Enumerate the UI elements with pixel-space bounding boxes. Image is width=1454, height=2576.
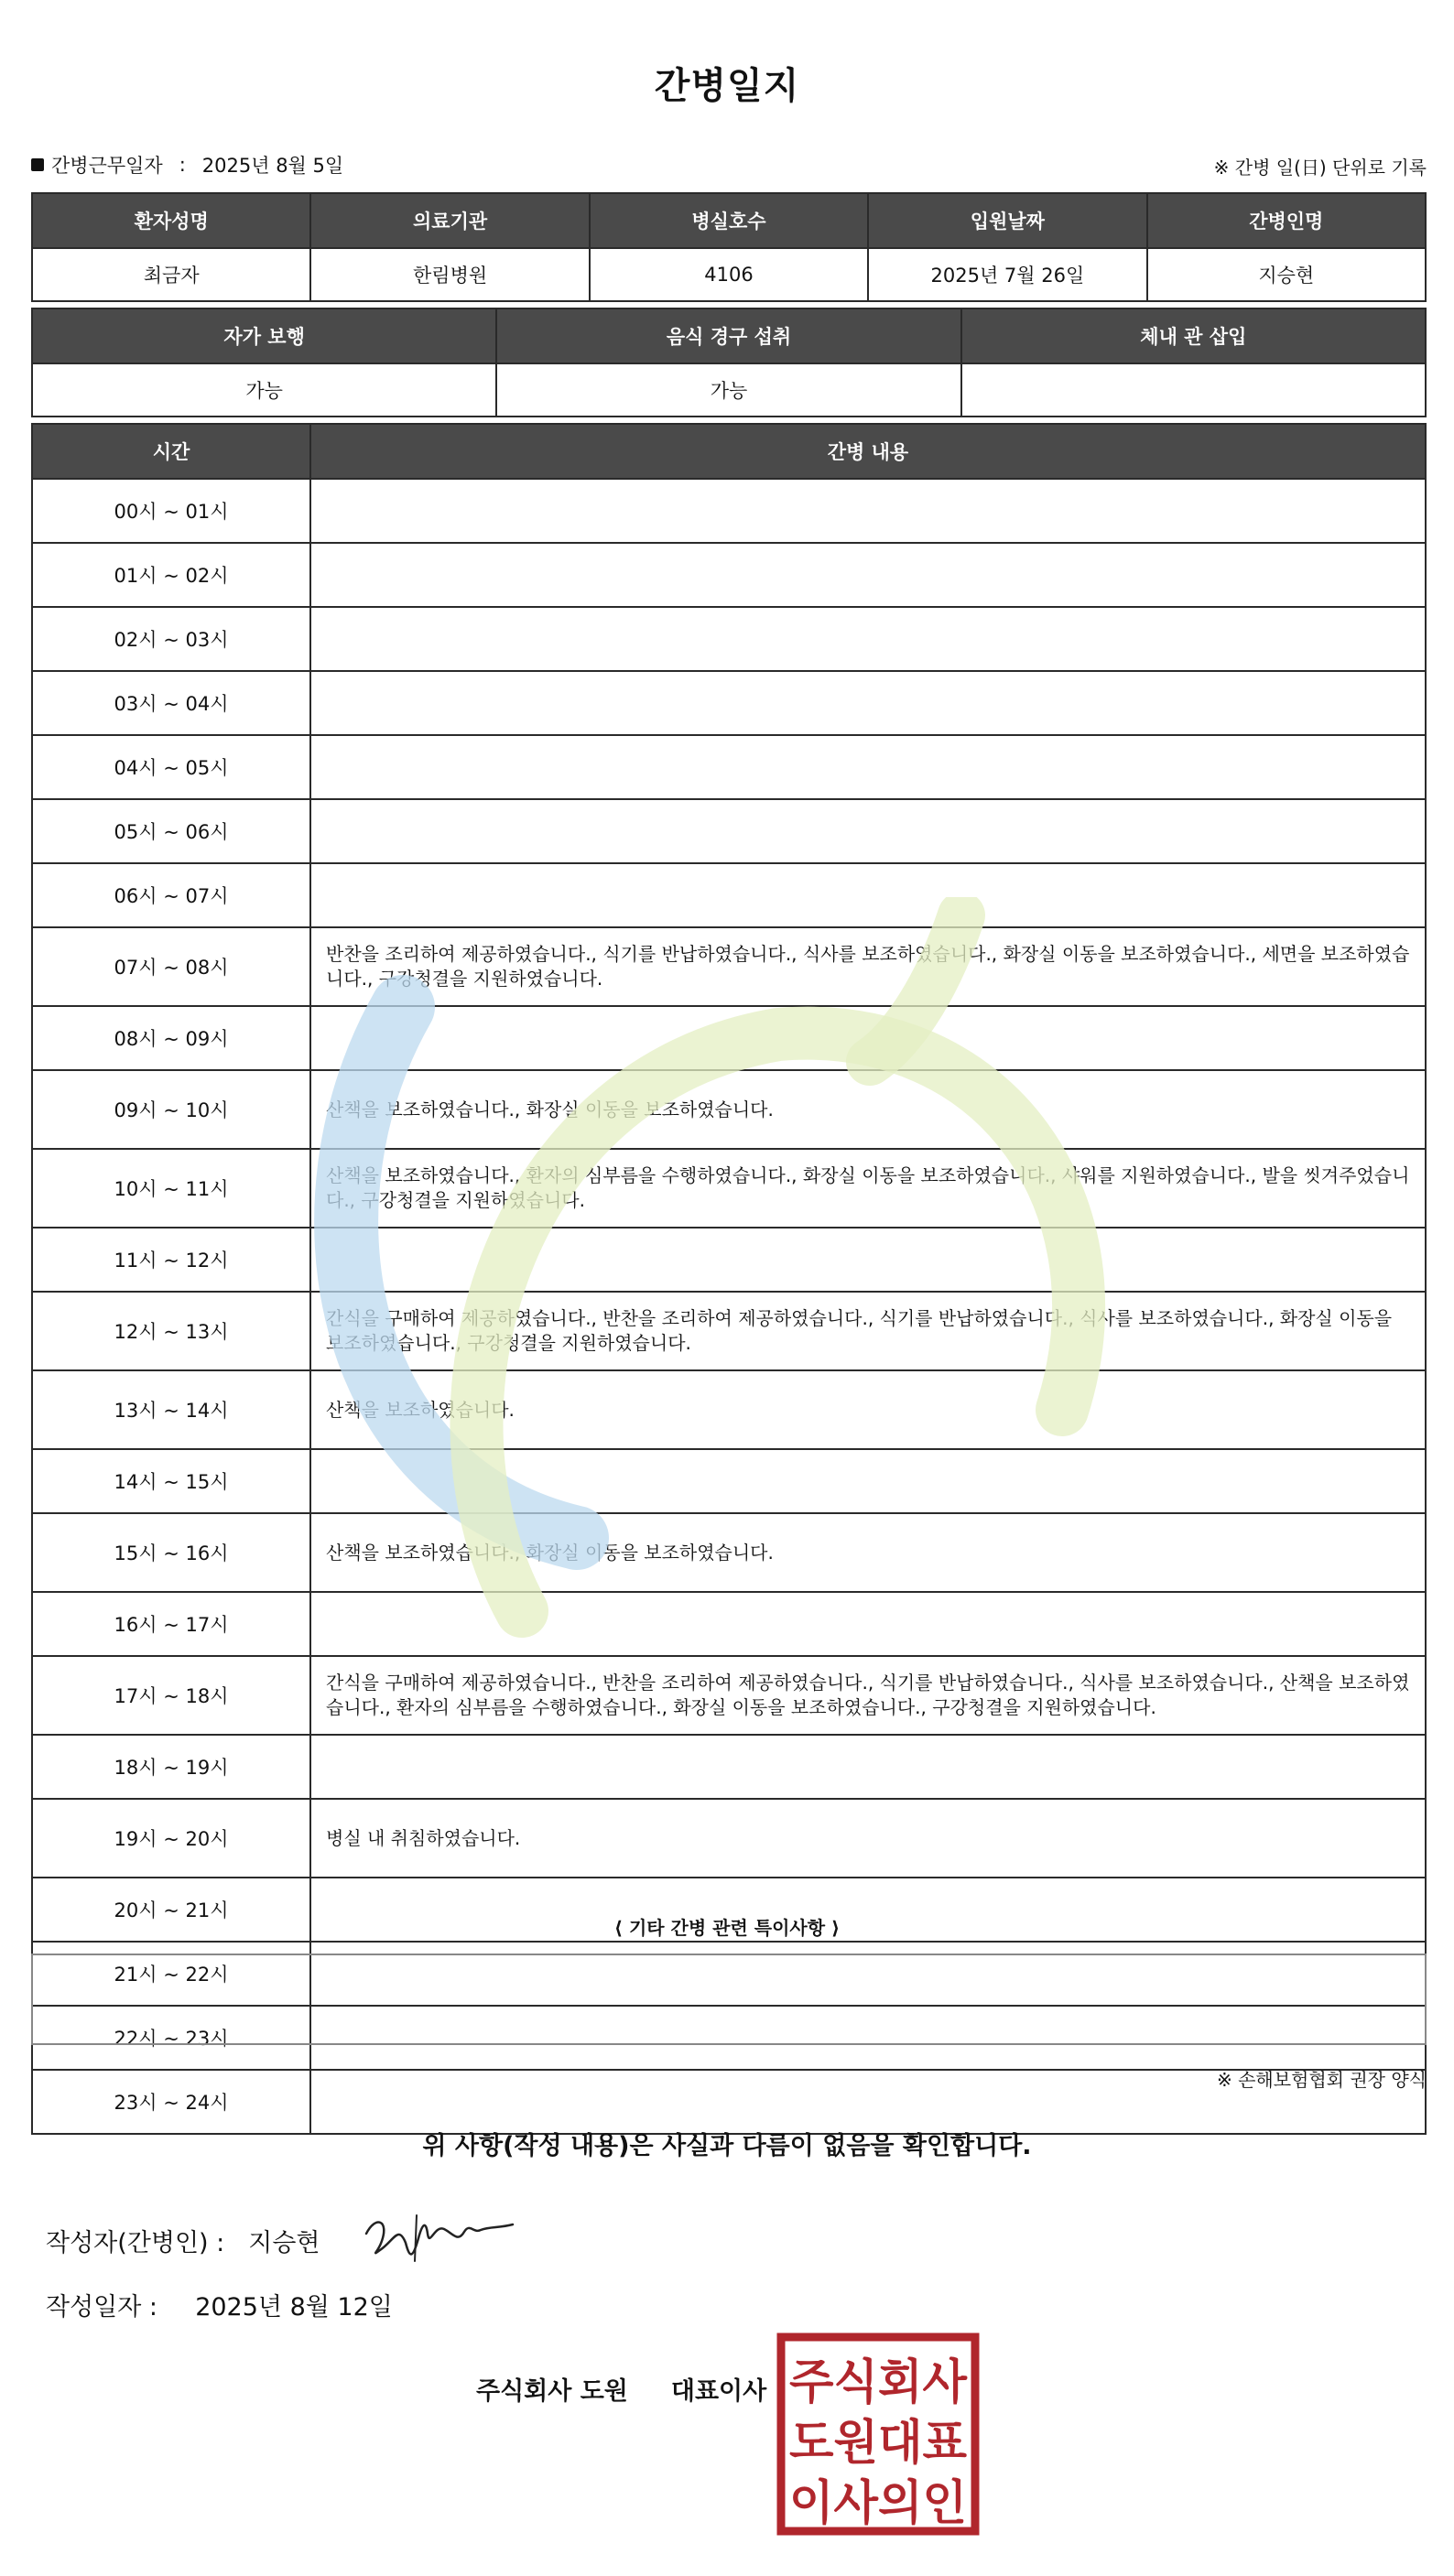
hour-time: 11시 ~ 12시 xyxy=(32,1228,310,1292)
hour-time: 14시 ~ 15시 xyxy=(32,1449,310,1513)
seal-text-line: 이사의인 xyxy=(789,2476,967,2531)
header-tube-insertion: 체내 관 삽입 xyxy=(961,308,1426,363)
hour-time: 07시 ~ 08시 xyxy=(32,927,310,1006)
hour-care-content: 산책을 보조하였습니다. xyxy=(310,1370,1426,1449)
hour-row xyxy=(32,799,1426,863)
form-source-note: ※ 손해보험협회 권장 양식 xyxy=(1216,2069,1427,2091)
patient-info-header-row xyxy=(32,193,1426,248)
company-representative: 주식회사 도원 대표이사 xyxy=(476,2377,767,2406)
written-date-line xyxy=(46,2287,393,2322)
handwritten-signature xyxy=(362,2206,517,2270)
hour-time: 02시 ~ 03시 xyxy=(32,607,310,671)
hour-care-content xyxy=(310,607,1426,671)
hour-row xyxy=(32,607,1426,671)
header-room: 병실호수 xyxy=(590,193,868,248)
hour-care-content: 산책을 보조하였습니다., 환자의 심부름을 수행하였습니다., 화장실 이동을 보조하였습니다., 샤워를 지원하였습니다., 발을 씻겨주었습니다., 구강청결을 지원하였습니다. xyxy=(310,1149,1426,1228)
hourly-care-table xyxy=(31,423,1427,2135)
hour-care-content xyxy=(310,735,1426,799)
hour-row xyxy=(32,1449,1426,1513)
header-time: 시간 xyxy=(32,424,310,479)
hour-row xyxy=(32,1370,1426,1449)
work-date-line xyxy=(31,151,343,179)
extra-notes-title: ⟨ 기타 간병 관련 특이사항 ⟩ xyxy=(613,1917,841,1939)
hour-care-content: 반찬을 조리하여 제공하였습니다., 식기를 반납하였습니다., 식사를 보조하였습니다., 화장실 이동을 보조하였습니다., 세면을 보조하였습니다., 구강청결을 지원하였습니다. xyxy=(310,927,1426,1006)
hour-care-content xyxy=(310,1006,1426,1070)
document-title: 간병일지 xyxy=(654,65,800,107)
header-hospital: 의료기관 xyxy=(310,193,589,248)
hour-row xyxy=(32,1513,1426,1592)
hour-time: 00시 ~ 01시 xyxy=(32,479,310,543)
bullet-square-icon xyxy=(31,158,44,171)
hour-row xyxy=(32,1735,1426,1799)
hour-time: 12시 ~ 13시 xyxy=(32,1292,310,1370)
hour-row xyxy=(32,1799,1426,1878)
caregiver-name: 지승현 xyxy=(1147,248,1426,301)
hour-row xyxy=(32,735,1426,799)
hour-care-content xyxy=(310,1735,1426,1799)
hour-row xyxy=(32,1656,1426,1735)
hour-row xyxy=(32,1149,1426,1228)
tube-insertion-value xyxy=(961,363,1426,417)
writer-line xyxy=(46,2223,320,2258)
self-walking-value: 가능 xyxy=(32,363,496,417)
header-self-walking: 자가 보행 xyxy=(32,308,496,363)
hour-row xyxy=(32,1592,1426,1656)
hour-time: 10시 ~ 11시 xyxy=(32,1149,310,1228)
hour-row xyxy=(32,479,1426,543)
extra-notes-box xyxy=(31,1954,1427,2045)
hour-care-content: 병실 내 취침하였습니다. xyxy=(310,1799,1426,1878)
header-patient-name: 환자성명 xyxy=(32,193,310,248)
header-oral-intake: 음식 경구 섭취 xyxy=(496,308,960,363)
hour-care-content: 간식을 구매하여 제공하였습니다., 반찬을 조리하여 제공하였습니다., 식기를 반납하였습니다., 식사를 보조하였습니다., 화장실 이동을 보조하였습니다., 구강청결을 지원하였습니다. xyxy=(310,1292,1426,1370)
hour-time: 23시 ~ 24시 xyxy=(32,2070,310,2134)
hourly-care-rows xyxy=(32,479,1426,2134)
patient-name: 최금자 xyxy=(32,248,310,301)
hour-care-content xyxy=(310,1449,1426,1513)
oral-intake-value: 가능 xyxy=(496,363,960,417)
hour-row xyxy=(32,671,1426,735)
hour-care-content: 간식을 구매하여 제공하였습니다., 반찬을 조리하여 제공하였습니다., 식기를 반납하였습니다., 식사를 보조하였습니다., 산책을 보조하였습니다., 환자의 심부름을 수행하였습니다., 화장실 이동을 보조하였습니다., 구강청결을 지원하였습니다. xyxy=(310,1656,1426,1735)
hourly-header-row xyxy=(32,424,1426,479)
hour-row xyxy=(32,927,1426,1006)
hour-time: 03시 ~ 04시 xyxy=(32,671,310,735)
hour-time: 17시 ~ 18시 xyxy=(32,1656,310,1735)
hour-care-content: 산책을 보조하였습니다., 화장실 이동을 보조하였습니다. xyxy=(310,1070,1426,1149)
company-seal-stamp xyxy=(776,2332,980,2536)
hospital-name: 한림병원 xyxy=(310,248,589,301)
ability-header-row xyxy=(32,308,1426,363)
patient-info-value-row xyxy=(32,248,1426,301)
written-date-value: 2025년 8월 12일 xyxy=(195,2293,393,2322)
hour-time: 01시 ~ 02시 xyxy=(32,543,310,607)
hour-row xyxy=(32,543,1426,607)
patient-info-table xyxy=(31,192,1427,302)
hour-time: 04시 ~ 05시 xyxy=(32,735,310,799)
hour-time: 19시 ~ 20시 xyxy=(32,1799,310,1878)
hour-care-content xyxy=(310,863,1426,927)
hour-care-content xyxy=(310,1228,1426,1292)
hour-time: 16시 ~ 17시 xyxy=(32,1592,310,1656)
hour-time: 20시 ~ 21시 xyxy=(32,1878,310,1942)
admission-date: 2025년 7월 26일 xyxy=(868,248,1146,301)
hour-time: 09시 ~ 10시 xyxy=(32,1070,310,1149)
work-date-value: 2025년 8월 5일 xyxy=(201,155,344,177)
hour-care-content xyxy=(310,799,1426,863)
patient-ability-table xyxy=(31,308,1427,417)
hour-time: 13시 ~ 14시 xyxy=(32,1370,310,1449)
header-admission-date: 입원날짜 xyxy=(868,193,1146,248)
hour-time: 08시 ~ 09시 xyxy=(32,1006,310,1070)
room-number: 4106 xyxy=(590,248,868,301)
header-care-content: 간병 내용 xyxy=(310,424,1426,479)
seal-text-line: 도원대표 xyxy=(789,2416,967,2471)
writer-label: 작성자(간병인) : xyxy=(46,2229,225,2257)
ability-value-row xyxy=(32,363,1426,417)
hour-care-content: 산책을 보조하였습니다., 화장실 이동을 보조하였습니다. xyxy=(310,1513,1426,1592)
hour-care-content xyxy=(310,671,1426,735)
hour-row xyxy=(32,1228,1426,1292)
confirmation-statement: 위 사항(작성 내용)은 사실과 다름이 없음을 확인합니다. xyxy=(422,2132,1032,2160)
hour-row xyxy=(32,1292,1426,1370)
writer-name: 지승현 xyxy=(248,2229,320,2257)
hour-row xyxy=(32,863,1426,927)
hour-time: 05시 ~ 06시 xyxy=(32,799,310,863)
hour-care-content xyxy=(310,1592,1426,1656)
hour-time: 18시 ~ 19시 xyxy=(32,1735,310,1799)
daily-record-note: ※ 간병 일(日) 단위로 기록 xyxy=(1213,157,1427,179)
hour-time: 06시 ~ 07시 xyxy=(32,863,310,927)
written-date-label: 작성일자 : xyxy=(46,2293,158,2322)
work-date-label: 간병근무일자 xyxy=(51,155,163,177)
header-caregiver-name: 간병인명 xyxy=(1147,193,1426,248)
hour-time: 15시 ~ 16시 xyxy=(32,1513,310,1592)
hour-time: 22시 ~ 23시 xyxy=(32,2006,310,2070)
hour-time: 21시 ~ 22시 xyxy=(32,1942,310,2006)
seal-text-line: 주식회사 xyxy=(789,2355,968,2410)
hour-row xyxy=(32,1070,1426,1149)
hour-row xyxy=(32,1006,1426,1070)
work-date-separator: : xyxy=(179,154,186,176)
hour-care-content xyxy=(310,479,1426,543)
hour-care-content xyxy=(310,543,1426,607)
